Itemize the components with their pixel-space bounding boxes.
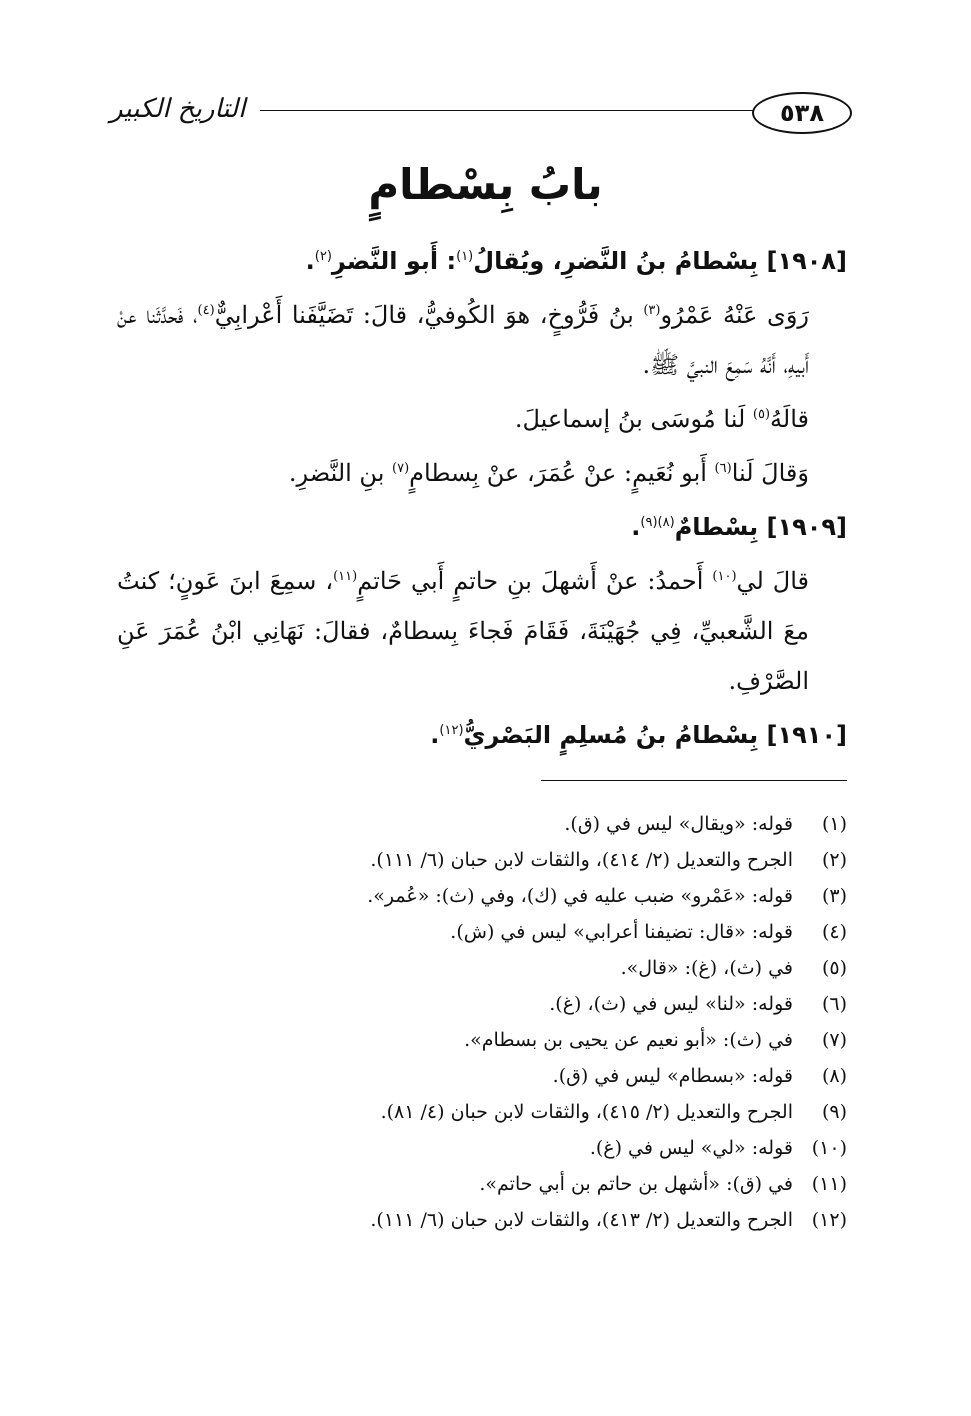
header-rule bbox=[260, 110, 762, 111]
footnote-text: الجرح والتعديل (٢/ ٤١٥)، والثقات لابن حبان (٤/ ٨١). bbox=[380, 1101, 793, 1123]
footnote-number: (٦) bbox=[821, 993, 847, 1015]
footnote-number: (١٠) bbox=[811, 1137, 847, 1159]
footnote-text: قوله: «عَمْرو» ضبب عليه في (ك)، وفي (ث): «عُمر». bbox=[367, 885, 793, 907]
footnote-item bbox=[117, 1058, 847, 1094]
text-segment: رَوَى عَنْهُ عَمْرُو bbox=[660, 301, 810, 329]
footnote-number: (٩) bbox=[821, 1101, 847, 1123]
text-segment: . bbox=[430, 721, 440, 749]
footnote-marker[interactable]: (٧) bbox=[392, 461, 410, 476]
footnote-marker[interactable]: (٢) bbox=[314, 249, 332, 264]
footnote-text: قوله: «ويقال» ليس في (ق). bbox=[564, 813, 793, 835]
footnote-item bbox=[117, 842, 847, 878]
text-segment: [١٩٠٨] بِسْطامُ بنُ النَّضرِ، ويُقالُ bbox=[473, 247, 847, 275]
footnote-text: قوله: «قال: تضيفنا أعرابي» ليس في (ش). bbox=[450, 921, 793, 943]
footnote-item bbox=[117, 1130, 847, 1166]
footnote-marker[interactable]: (٥) bbox=[752, 407, 771, 422]
text-segment: : أَبو النَّضرِ bbox=[331, 247, 457, 275]
text-segment: . bbox=[305, 247, 315, 275]
footnote-text: قوله: «لي» ليس في (غ). bbox=[589, 1137, 793, 1159]
footnote-item bbox=[117, 1202, 847, 1238]
footnote-item bbox=[117, 986, 847, 1022]
footnote-marker[interactable]: (١٢) bbox=[439, 723, 464, 738]
footnote-marker[interactable]: (١) bbox=[456, 249, 474, 264]
biography-entry bbox=[117, 502, 847, 552]
footnote-number: (١) bbox=[821, 813, 847, 835]
footnote-text: قوله: «لنا» ليس في (ث)، (غ). bbox=[549, 993, 793, 1015]
narration-paragraph bbox=[117, 290, 847, 390]
text-segment: ، فَحدَّثَنا عنْ أَبيهِ، أَنَّهُ سَمِعَ النبيَّ ﷺ. bbox=[117, 301, 809, 379]
footnote-number: (١٢) bbox=[811, 1209, 847, 1231]
text-segment: أَبو نُعَيمٍ: عنْ عُمَرَ، عنْ بِسطامٍ bbox=[409, 459, 715, 487]
footnote-item bbox=[117, 806, 847, 842]
footnote-number: (١١) bbox=[811, 1173, 847, 1195]
footnote-item bbox=[117, 950, 847, 986]
text-segment: قالَهُ bbox=[770, 405, 809, 433]
text-segment: [١٩١٠] بِسْطامُ بنُ مُسلِمٍ البَصْريُّ bbox=[463, 721, 847, 749]
book-title: التاريخ الكبير bbox=[110, 94, 246, 124]
footnote-text: في (ث)، (غ): «قال». bbox=[620, 957, 793, 979]
text-segment: قالَ لي bbox=[736, 567, 809, 595]
text-segment: بنُ فَرُّوخٍ، هوَ الكُوفيُّ، قالَ: تَضَيَّفَنا أَعْرابِيٌّ bbox=[214, 301, 644, 329]
main-text bbox=[117, 236, 847, 764]
footnote-marker[interactable]: (١٠) bbox=[712, 569, 737, 584]
footnote-number: (٧) bbox=[821, 1029, 847, 1051]
footnote-marker[interactable]: (٦) bbox=[714, 461, 732, 476]
narration-paragraph bbox=[117, 556, 847, 706]
text-segment: . bbox=[631, 513, 641, 541]
biography-entry bbox=[117, 236, 847, 286]
running-header bbox=[110, 86, 852, 136]
biography-entry bbox=[117, 710, 847, 760]
text-segment: بنِ النَّضرِ. bbox=[288, 459, 393, 487]
footnote-number: (٢) bbox=[821, 849, 847, 871]
footnote-item bbox=[117, 1166, 847, 1202]
text-segment: ، سمِعَ ابنَ عَونٍ؛ كنتُ معَ الشَّعبيِّ، فِي جُهَيْنَةَ، فَقَامَ فَجاءَ بِسطامٌ، فقالَ: نَهَانِي ابْنُ عُمَرَ عَنِ الصَّرْفِ. bbox=[117, 567, 809, 695]
text-segment: وَقالَ لَنا bbox=[731, 459, 809, 487]
footnote-text: في (ق): «أشهل بن حاتم بن أبي حاتم». bbox=[479, 1173, 793, 1195]
footnote-number: (٨) bbox=[821, 1065, 847, 1087]
text-segment: أَحمدُ: عنْ أَشهلَ بنِ حاتمٍ أَبي حَاتمٍ bbox=[357, 567, 713, 595]
footnote-item bbox=[117, 1094, 847, 1130]
footnote-number: (٣) bbox=[821, 885, 847, 907]
footnote-marker[interactable]: (١١) bbox=[333, 569, 358, 584]
text-segment: [١٩٠٩] بِسْطامٌ bbox=[674, 513, 847, 541]
footnote-marker[interactable]: (٤) bbox=[197, 303, 215, 318]
page-number-badge: ٥٣٨ bbox=[752, 92, 852, 134]
narration-paragraph bbox=[117, 394, 847, 444]
footnote-number: (٥) bbox=[821, 957, 847, 979]
footnote-marker[interactable]: (٣) bbox=[643, 303, 661, 318]
footnote-text: الجرح والتعديل (٢/ ٤١٣)، والثقات لابن حبان (٦/ ١١١). bbox=[370, 1209, 793, 1231]
footnote-item bbox=[117, 914, 847, 950]
footnote-item bbox=[117, 1022, 847, 1058]
footnote-separator bbox=[541, 780, 847, 781]
text-segment: لَنا مُوسَى بنُ إسماعيلَ. bbox=[514, 405, 753, 433]
footnote-marker[interactable]: (٨)(٩) bbox=[640, 515, 675, 530]
footnotes bbox=[117, 806, 847, 1238]
footnote-number: (٤) bbox=[821, 921, 847, 943]
chapter-title: بابُ بِسْطامٍ bbox=[368, 160, 603, 209]
narration-paragraph bbox=[117, 448, 847, 498]
footnote-text: قوله: «بسطام» ليس في (ق). bbox=[552, 1065, 793, 1087]
footnote-item bbox=[117, 878, 847, 914]
footnote-text: الجرح والتعديل (٢/ ٤١٤)، والثقات لابن حبان (٦/ ١١١). bbox=[370, 849, 793, 871]
footnote-text: في (ث): «أبو نعيم عن يحيى بن بسطام». bbox=[464, 1029, 793, 1051]
